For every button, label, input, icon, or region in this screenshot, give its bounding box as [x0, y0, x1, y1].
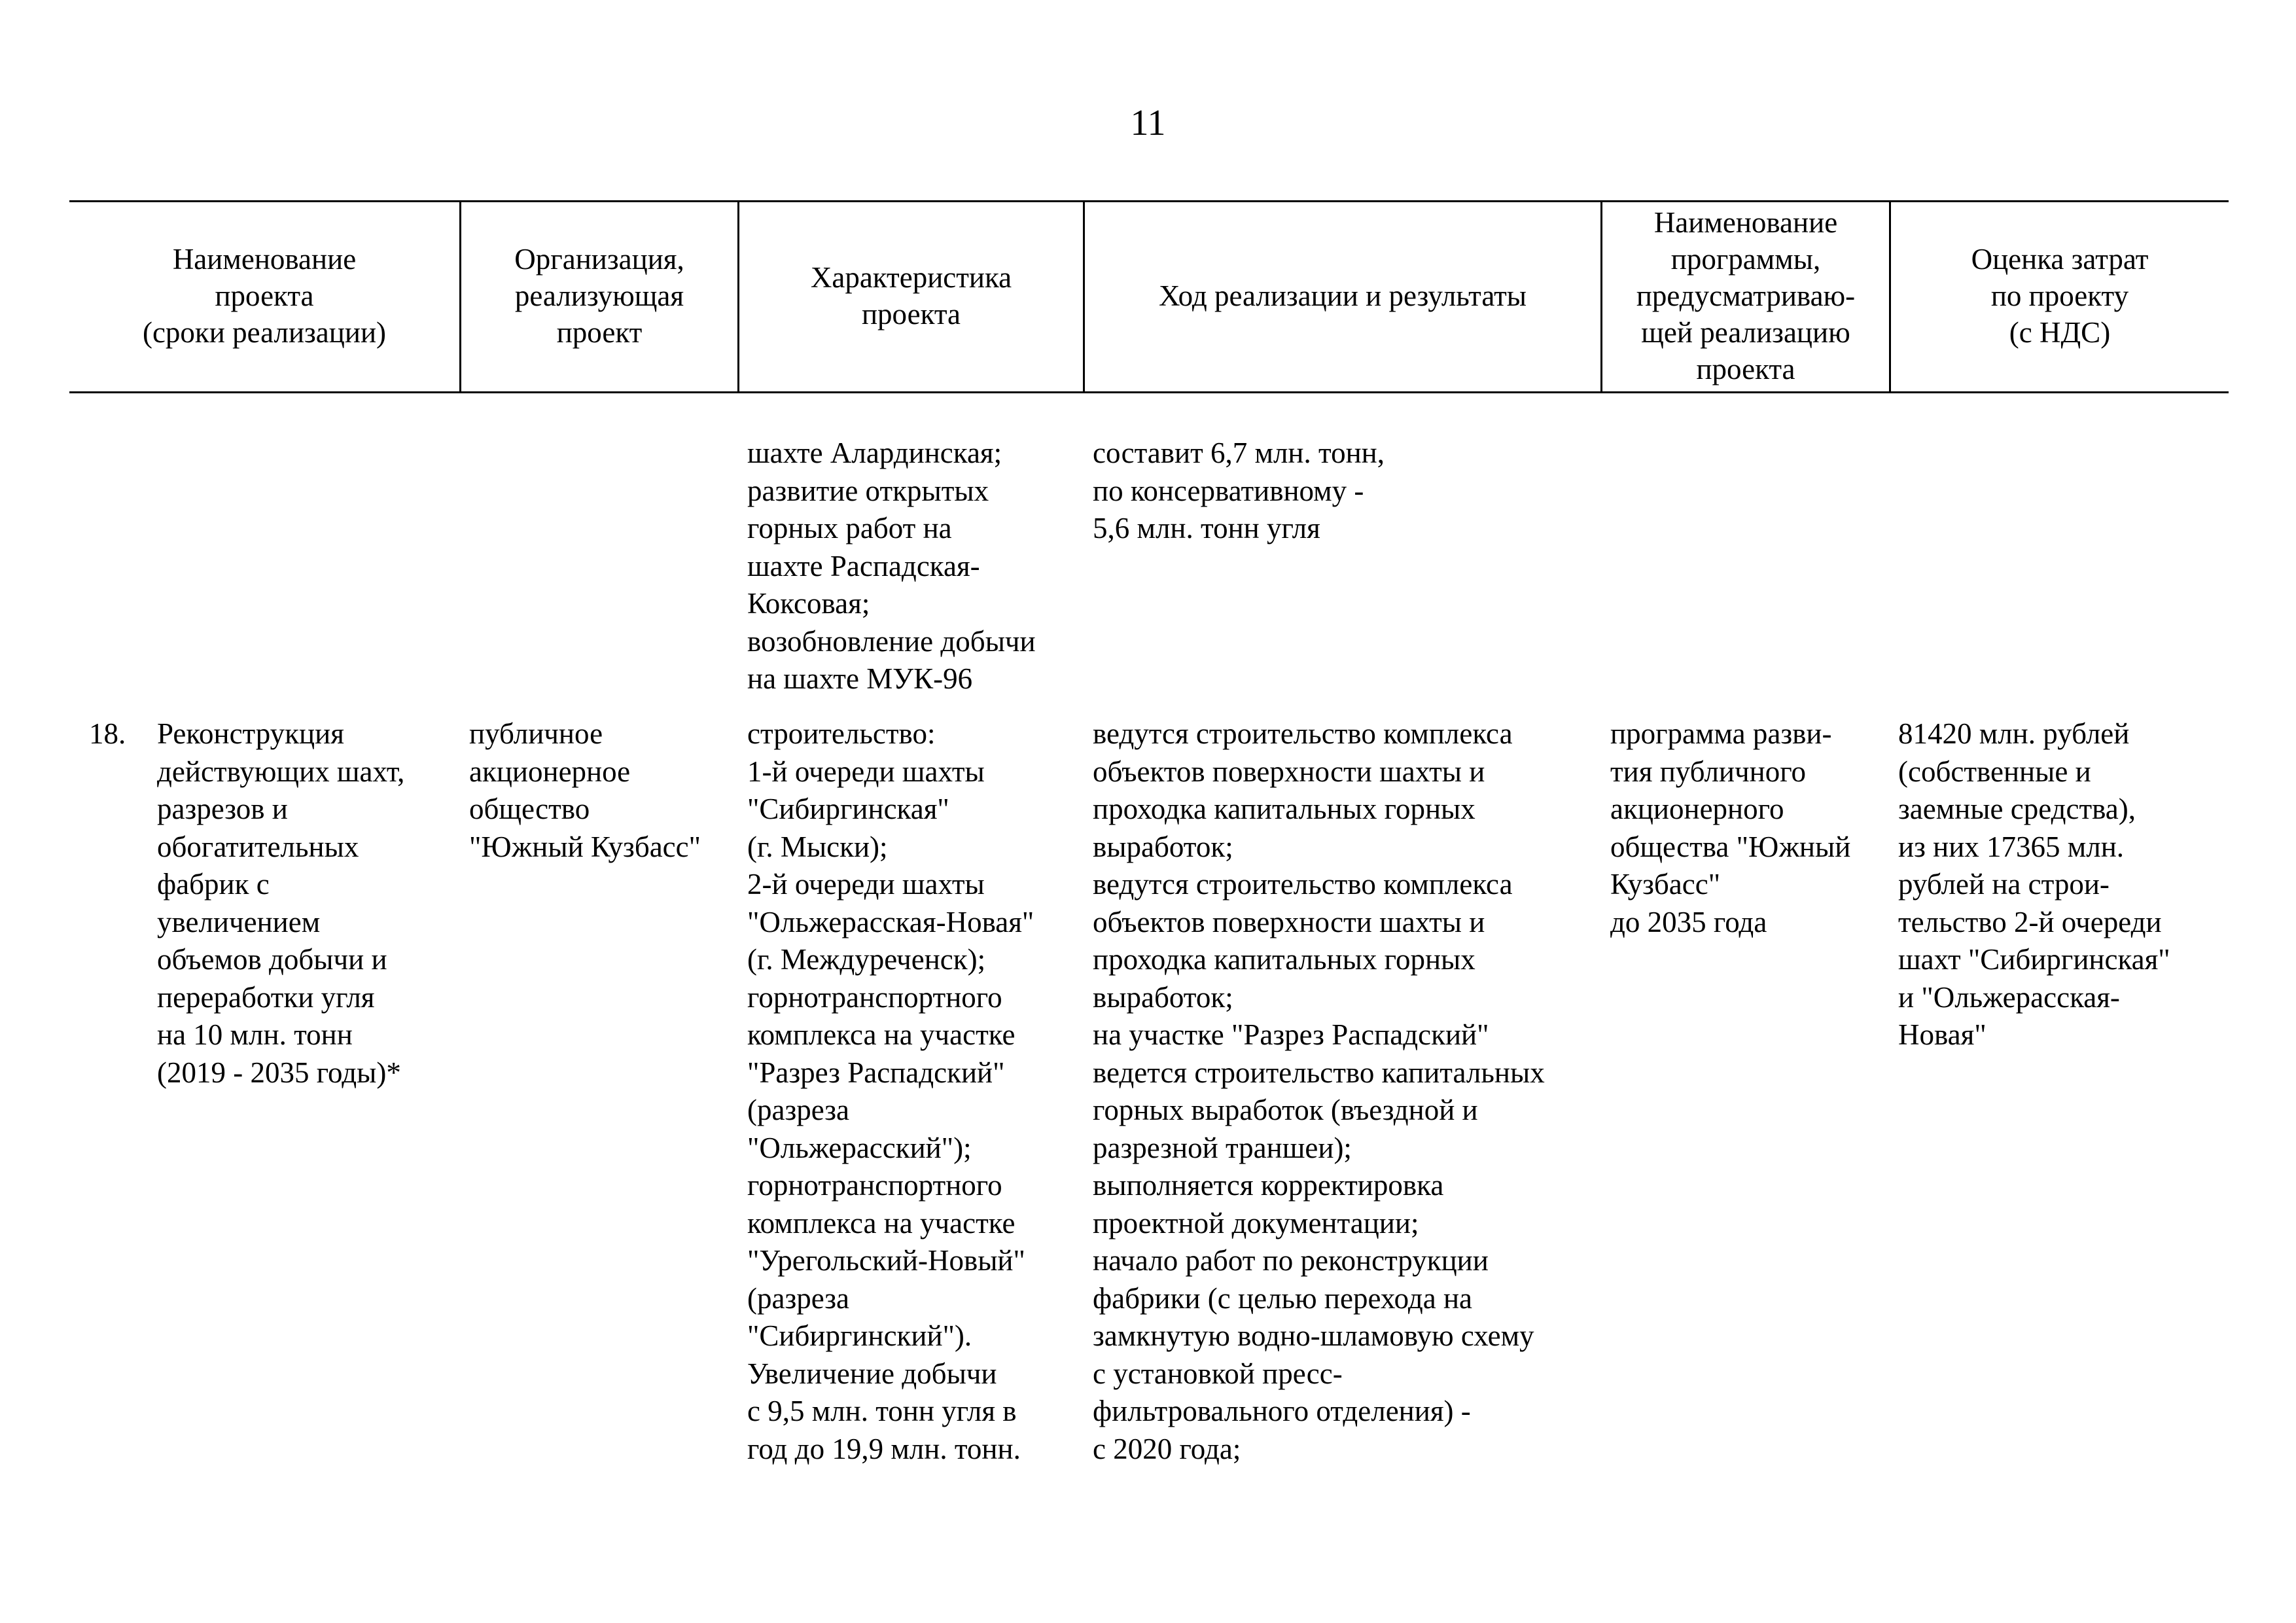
header-characteristic: Характеристика проекта	[810, 261, 1012, 330]
table-header-bottom-rule	[69, 391, 2229, 393]
row-number: 18.	[89, 717, 126, 750]
continued-progress: составит 6,7 млн. тонн, по консервативному - 5,6 млн. тонн угля	[1093, 437, 1385, 544]
header-cost: Оценка затрат по проекту (с НДС)	[1971, 243, 2149, 349]
program: программа разви- тия публичного акционерного общества "Южный Кузбасс" до 2035 года	[1610, 717, 1851, 938]
header-progress: Ход реализации и результаты	[1158, 279, 1527, 312]
continued-characteristic: шахте Алардинская; развитие открытых горных работ на шахте Распадская- Коксовая; возобновление добычи на шахте МУК-96	[747, 437, 1036, 695]
header-program: Наименование программы, предусматриваю- щей реализацию проекта	[1636, 206, 1856, 385]
characteristic: строительство: 1-й очереди шахты "Сибиргинская" (г. Мыски); 2-й очереди шахты "Ольжерасская-Новая" (г. Междуреченск); горнотранспортного комплекса на участке "Разрез Распадский" (разреза "Ольжерасский"); горнотранспортного комплекса на участке "Урегольский-Новый" (разреза "Сибиргинский"). Увеличение добычи с 9,5 млн. тонн угля в год до 19,9 млн. тонн.	[747, 717, 1034, 1465]
project-name: Реконструкция действующих шахт, разрезов и обогатительных фабрик с увеличением объемов добычи и переработки угля на 10 млн. тонн (2019 - 2035 годы)*	[157, 717, 405, 1089]
organization: публичное акционерное общество "Южный Кузбасс"	[469, 717, 701, 863]
cost: 81420 млн. рублей (собственные и заемные средства), из них 17365 млн. рублей на строи- тельство 2-й очереди шахт "Сибиргинская" и "Ольжерасская- Новая"	[1898, 717, 2170, 1051]
header-project-name: Наименование проекта (сроки реализации)	[142, 243, 387, 349]
page-number: 11	[1130, 103, 1166, 143]
header-organization: Организация, реализующая проект	[514, 243, 684, 349]
progress: ведутся строительство комплекса объектов поверхности шахты и проходка капитальных горных выработок; ведутся строительство комплекса объектов поверхности шахты и проходка капитальных горных выработок; на участке "Разрез Распадский" ведется строительство капитальных горных выработок (въездной и разрезной траншеи); выполняется корректировка проектной документации; начало работ по реконструкции фабрики (с целью перехода на замкнутую водно-шламовую схему с установкой пресс- фильтровального отделения) - с 2020 года;	[1093, 717, 1545, 1465]
